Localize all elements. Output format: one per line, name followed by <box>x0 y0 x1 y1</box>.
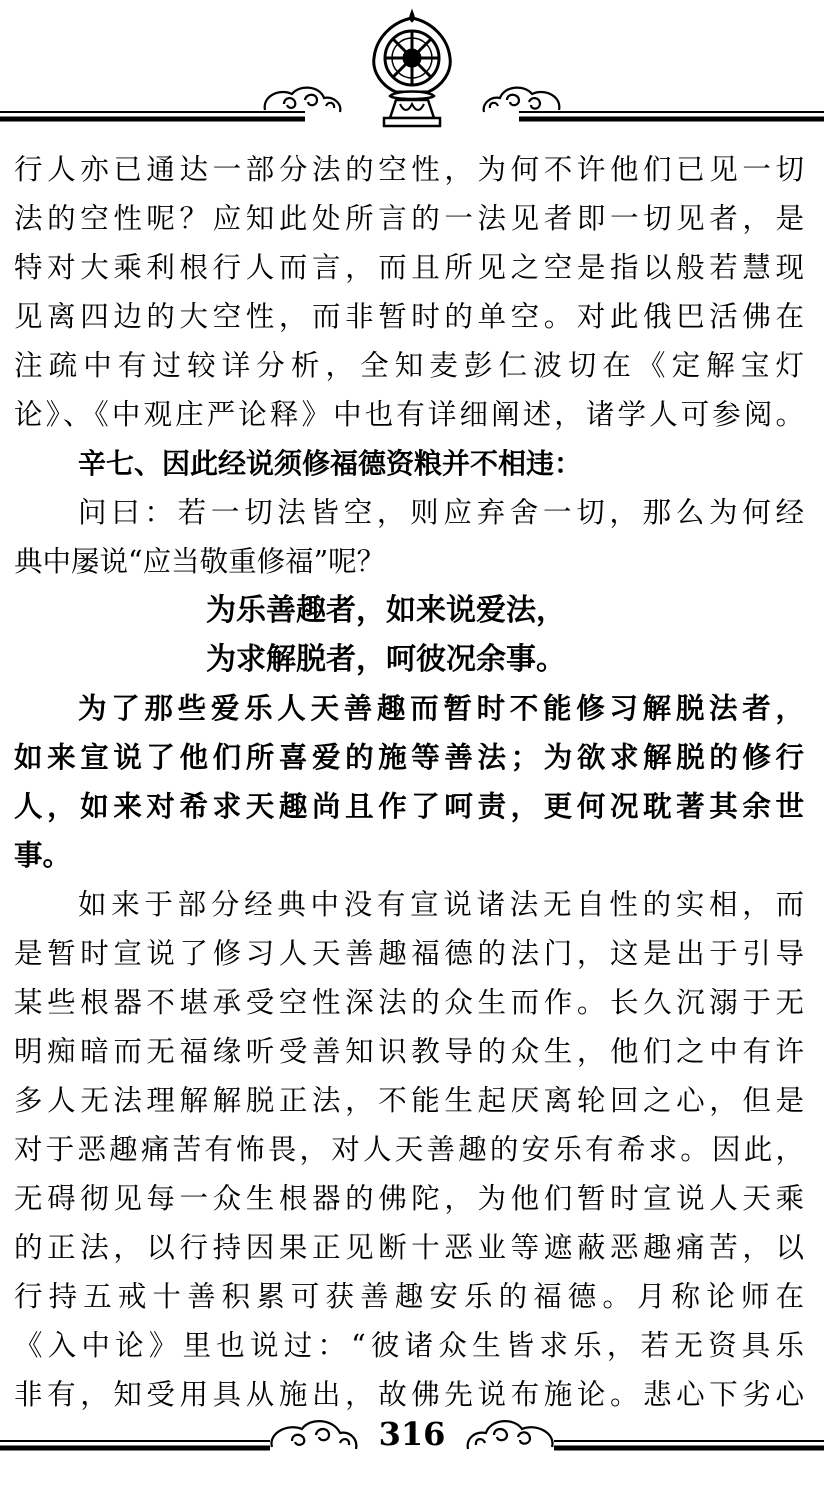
cloud-scroll-icon <box>271 1421 356 1449</box>
page-header <box>0 0 824 140</box>
left-cloud-icon <box>265 88 341 112</box>
text-line: 注疏中有过较详分析，全知麦彭仁波切在《定解宝灯 <box>14 349 804 382</box>
text-line: 行人亦已通达一部分法的空性，为何不许他们已见一切 <box>14 153 804 186</box>
verse-line: 为求解脱者，呵彼况余事。 <box>206 642 566 677</box>
commentary-line: 《入中论》里也说过：“彼诸众生皆求乐，若无资具乐 <box>14 1329 804 1362</box>
cloud-scroll-icon <box>468 1421 553 1449</box>
commentary-line: 无碍彻见每一众生根器的佛陀，为他们暂时宣说人天乘 <box>14 1182 804 1215</box>
commentary-line: 某些根器不堪承受空性深法的众生而作。长久沉溺于无 <box>14 986 804 1019</box>
commentary-line: 如来于部分经典中没有宣说诸法无自性的实相，而 <box>78 888 804 921</box>
page-number: 316 <box>378 1415 446 1453</box>
question-line: 典中屡说“应当敬重修福”呢？ <box>14 545 386 578</box>
text-line: 法的空性呢？应知此处所言的一法见者即一切见者，是 <box>14 202 804 235</box>
section-heading: 辛七、因此经说须修福德资粮并不相违： <box>78 447 583 480</box>
right-cloud-icon <box>484 88 560 112</box>
explanation-line: 如来宣说了他们所喜爱的施等善法；为欲求解脱的修行 <box>14 740 804 774</box>
commentary-line: 多人无法理解解脱正法，不能生起厌离轮回之心，但是 <box>14 1084 804 1117</box>
page-content <box>14 145 804 1419</box>
header-ornament <box>0 0 824 140</box>
commentary-line: 是暂时宣说了修习人天善趣福德的法门，这是出于引导 <box>14 937 804 970</box>
verse-line: 为乐善趣者，如来说爱法， <box>206 593 566 628</box>
commentary-line: 的正法，以行持因果正见断十恶业等遮蔽恶趣痛苦，以 <box>14 1231 804 1264</box>
explanation-line: 人，如来对希求天趣尚且作了呵责，更何况耽著其余世 <box>14 789 804 823</box>
explanation-line: 事。 <box>14 838 72 872</box>
page-footer <box>0 1405 824 1475</box>
commentary-line: 行持五戒十善积累可获善趣安乐的福德。月称论师在 <box>14 1280 804 1313</box>
commentary-line: 对于恶趣痛苦有怖畏，对人天善趣的安乐有希求。因此， <box>14 1133 804 1166</box>
dharma-wheel-icon <box>374 10 451 126</box>
text-line: 见离四边的大空性，而非暂时的单空。对此俄巴活佛在 <box>14 300 804 333</box>
text-line: 论》、《中观庄严论释》中也有详细阐述，诸学人可参阅。 <box>14 398 804 431</box>
question-line: 问曰：若一切法皆空，则应弃舍一切，那么为何经 <box>78 496 804 529</box>
commentary-line: 非有，知受用具从施出，故佛先说布施论。悲心下劣心 <box>14 1378 804 1411</box>
text-line: 特对大乘利根行人而言，而且所见之空是指以般若慧现 <box>14 251 804 284</box>
commentary-line: 明痴暗而无福缘听受善知识教导的众生，他们之中有许 <box>14 1035 804 1068</box>
explanation-line: 为了那些爱乐人天善趣而暂时不能修习解脱法者， <box>78 691 804 725</box>
